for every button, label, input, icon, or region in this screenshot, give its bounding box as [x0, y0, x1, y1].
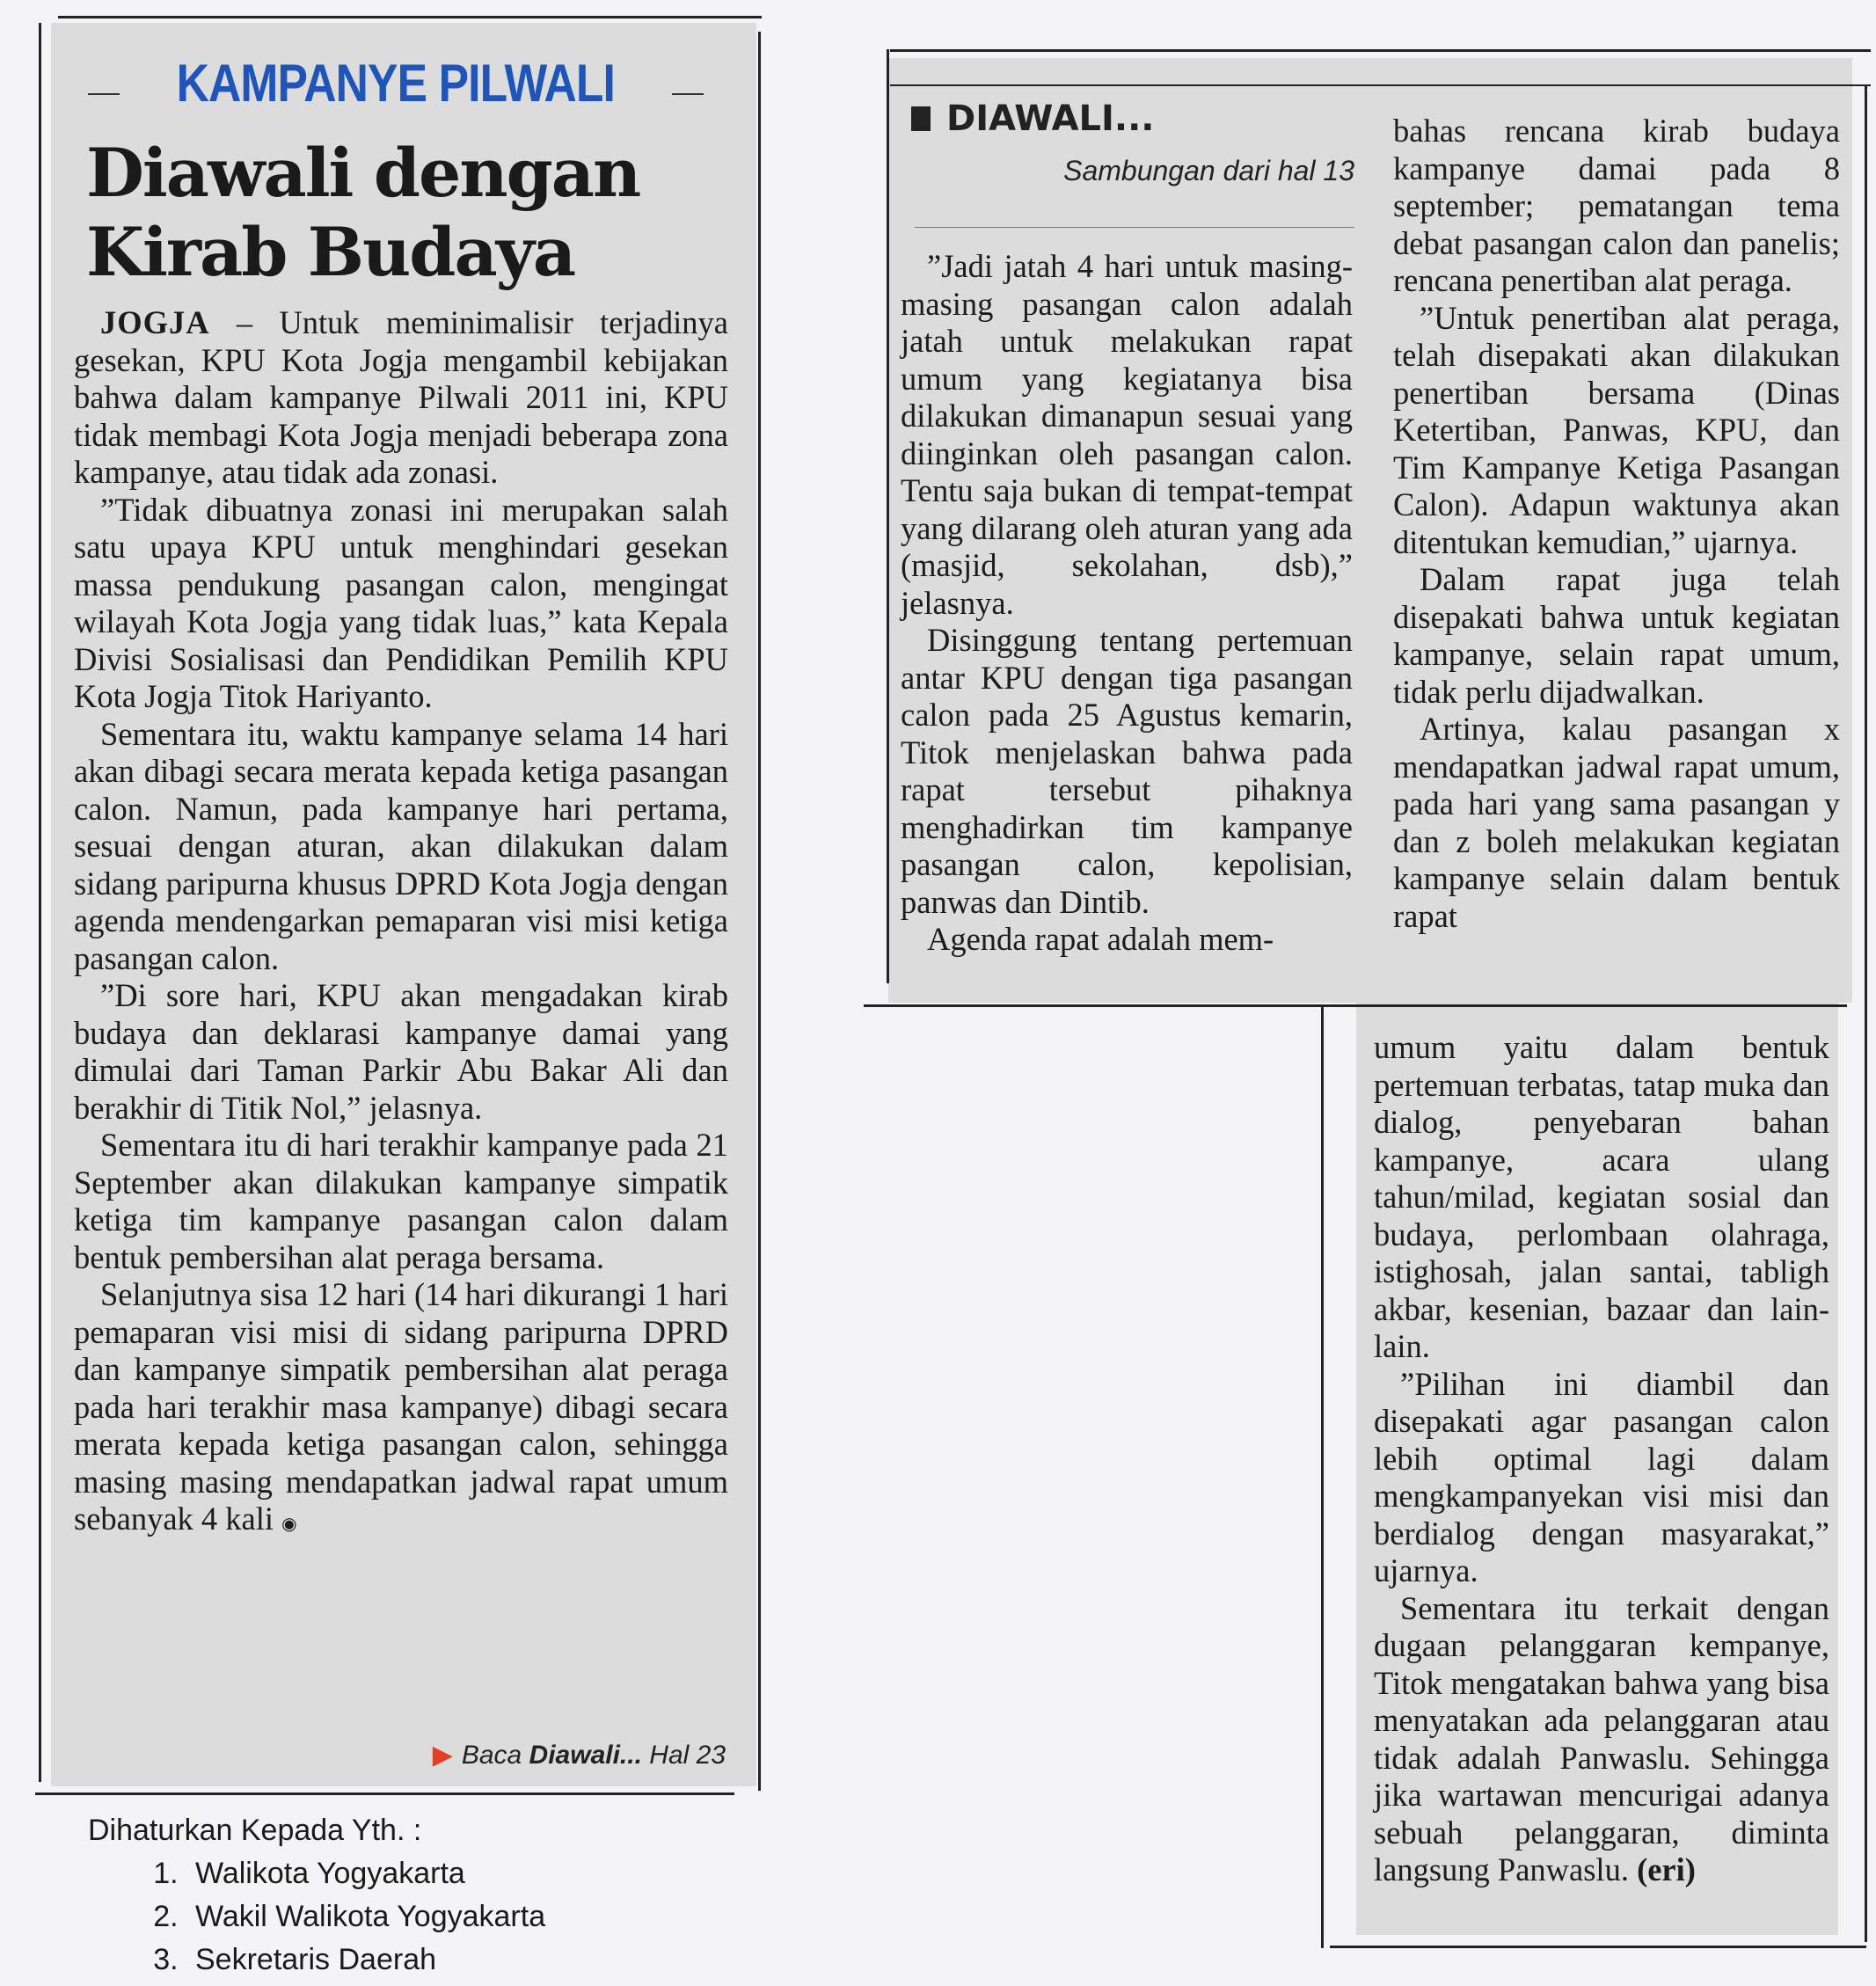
- paragraph: ”Pilihan ini diambil dan disepakati agar pasangan calon lebih optimal lagi dalam mengkampanyekan visi misi dan berdialog dengan masyarakat,” ujarnya.: [1374, 1365, 1829, 1588]
- right-clip-lower-left-border: [1321, 1007, 1324, 1948]
- list-item: 3. Sekretaris Daerah: [186, 1943, 545, 1977]
- section-kicker: [88, 51, 704, 114]
- paragraph: Selanjutnya sisa 12 hari (14 hari dikurangi 1 hari pemaparan visi misi di sidang paripurna DPRD dan kampanye simpatik pembersihan alat peraga pada hari terakhir masa kampanye) dibagi secara merata kepada ketiga pasangan calon, sehingga masing masing mendapatkan jadwal rapat umum sebanyak 4 kali ◉: [74, 1276, 728, 1537]
- paragraph: JOGJA – Untuk meminimalisir terjadinya gesekan, KPU Kota Jogja mengambil kebijakan bahwa dalam kampanye Pilwali 2011 ini, KPU tidak membagi Kota Jogja menjadi beberapa zona kampanye, atau tidak ada zonasi.: [74, 304, 728, 490]
- square-bullet-icon: [911, 106, 931, 131]
- paragraph: ”Jadi jatah 4 hari untuk masing-masing pasangan calon adalah jatah untuk melakukan rapat umum yang kegiatanya bisa dilakukan dimanapun sesuai yang diinginkan oleh pasangan calon. Tentu saja bukan di tempat-tempat yang dilarang oleh aturan yang ada (masjid, sekolahan, dsb),” jelasnya.: [901, 248, 1353, 621]
- list-item: 1. Walikota Yogyakarta: [186, 1857, 545, 1891]
- right-clip-right-border: [1865, 84, 1867, 1942]
- article-headline: [86, 134, 702, 292]
- paragraph: ”Untuk penertiban alat peraga, telah disepakati akan dilakukan penertiban bersama (Dinas Ketertiban, Panwas, KPU, dan Tim Kampanye Ketiga Pasangan Calon). Adapun waktunya akan ditentukan kemudian,” ujarnya.: [1393, 299, 1840, 560]
- paragraph: ”Di sore hari, KPU akan mengadakan kirab budaya dan deklarasi kampanye damai yang dimulai dari Taman Parkir Abu Bakar Ali dan berakhir di Titik Nol,” jelasnya.: [74, 977, 728, 1126]
- paragraph: Sementara itu terkait dengan dugaan pelanggaran kempanye, Titok mengatakan bahwa yang bisa menyatakan ada pelanggaran atau tidak adalah Panwaslu. Sehingga jika wartawan mencurigai adanya sebuah pelanggaran, diminta langsung Panwaslu. (eri): [1374, 1589, 1829, 1887]
- headline-line-2: Kirab Budaya: [86, 213, 575, 291]
- left-clip-right-border: [758, 32, 761, 1791]
- left-clip-bottom-border: [35, 1793, 734, 1795]
- article-column-3: [1393, 113, 1840, 935]
- paragraph: Artinya, kalau pasangan x mendapatkan jadwal rapat umum, pada hari yang sama pasangan y dan z boleh melakukan kegiatan kampanye selain dalam bentuk rapat: [1393, 711, 1840, 934]
- left-clip-top-border: [58, 16, 762, 18]
- jump-line: [400, 1740, 726, 1771]
- end-mark-icon: ◉: [281, 1515, 297, 1534]
- article-column-4: [1374, 1029, 1829, 1889]
- left-clip-left-border: [39, 23, 41, 1782]
- article-column-1: [74, 304, 728, 1544]
- headline-line-1: Diawali dengan: [86, 134, 640, 212]
- paragraph: Dalam rapat juga telah disepakati bahwa untuk kegiatan kampanye, selain rapat umum, tidak perlu dijadwalkan.: [1393, 561, 1840, 710]
- kicker-rule-right: [672, 93, 704, 95]
- jump-page: Hal 23: [649, 1741, 726, 1770]
- paragraph: Sementara itu, waktu kampanye selama 14 hari akan dibagi secara merata kepada ketiga pasangan calon. Namun, pada kampanye hari pertama, sesuai dengan aturan, akan dilakukan dalam sidang paripurna khusus DPRD Kota Jogja dengan agenda mendengarkan pemaparan visi misi ketiga pasangan calon.: [74, 715, 728, 976]
- jump-name: Diawali...: [529, 1741, 642, 1770]
- right-clip-step-border: [864, 1004, 1847, 1007]
- right-clip-left-border: [887, 49, 889, 983]
- paragraph: Sementara itu di hari terakhir kampanye pada 21 September akan dilakukan kampanye simpatik ketiga tim kampanye pasangan calon dalam bentuk pembersihan alat peraga bersama.: [74, 1127, 728, 1275]
- addressee-list: [88, 1857, 545, 1977]
- addressee-note: [88, 1814, 545, 1986]
- right-clip-top-border-2: [890, 84, 1871, 86]
- jump-prefix: Baca: [461, 1741, 522, 1770]
- continuation-subheading: Sambungan dari hal 13: [1063, 155, 1354, 186]
- kicker-rule-left: [88, 93, 120, 95]
- dateline: JOGJA: [100, 304, 210, 340]
- paragraph: Agenda rapat adalah mem-: [927, 921, 1274, 957]
- arrow-right-icon: ▶: [432, 1741, 453, 1770]
- continuation-title: DIAWALI...: [946, 99, 1155, 139]
- continuation-heading: [911, 99, 1154, 139]
- article-column-2: [901, 248, 1353, 959]
- list-item: 2. Wakil Walikota Yogyakarta: [186, 1900, 545, 1934]
- addressee-title: Dihaturkan Kepada Yth. :: [88, 1814, 422, 1847]
- continuation-divider: [915, 227, 1354, 228]
- right-clip-top-border: [890, 49, 1871, 52]
- byline: (eri): [1637, 1851, 1696, 1887]
- paragraph: umum yaitu dalam bentuk pertemuan terbatas, tatap muka dan dialog, penyebaran bahan kampanye, acara ulang tahun/milad, kegiatan sosial dan budaya, perlombaan olahraga, istighosah, jalan santai, tabligh akbar, kesenian, bazaar dan lain-lain.: [1374, 1029, 1829, 1364]
- paragraph: ”Tidak dibuatnya zonasi ini merupakan salah satu upaya KPU untuk menghindari gesekan massa pendukung pasangan calon, mengingat wilayah Kota Jogja yang tidak luas,” kata Kepala Divisi Sosialisasi dan Pendidikan Pemilih KPU Kota Jogja Titok Hariyanto.: [74, 491, 728, 714]
- paragraph: bahas rencana kirab budaya kampanye damai pada 8 september; pematangan tema debat pasangan calon dan panelis; rencana penertiban alat peraga.: [1393, 113, 1840, 298]
- paragraph: Disinggung tentang pertemuan antar KPU dengan tiga pasangan calon pada 25 Agustus kemarin, Titok menjelaskan bahwa pada rapat tersebut pihaknya menghadirkan tim kampanye pasangan calon, kepolisian, panwas dan Dintib.: [901, 622, 1353, 920]
- right-clip-bottom-border: [1330, 1946, 1866, 1948]
- kicker-label: KAMPANYE PILWALI: [176, 53, 616, 113]
